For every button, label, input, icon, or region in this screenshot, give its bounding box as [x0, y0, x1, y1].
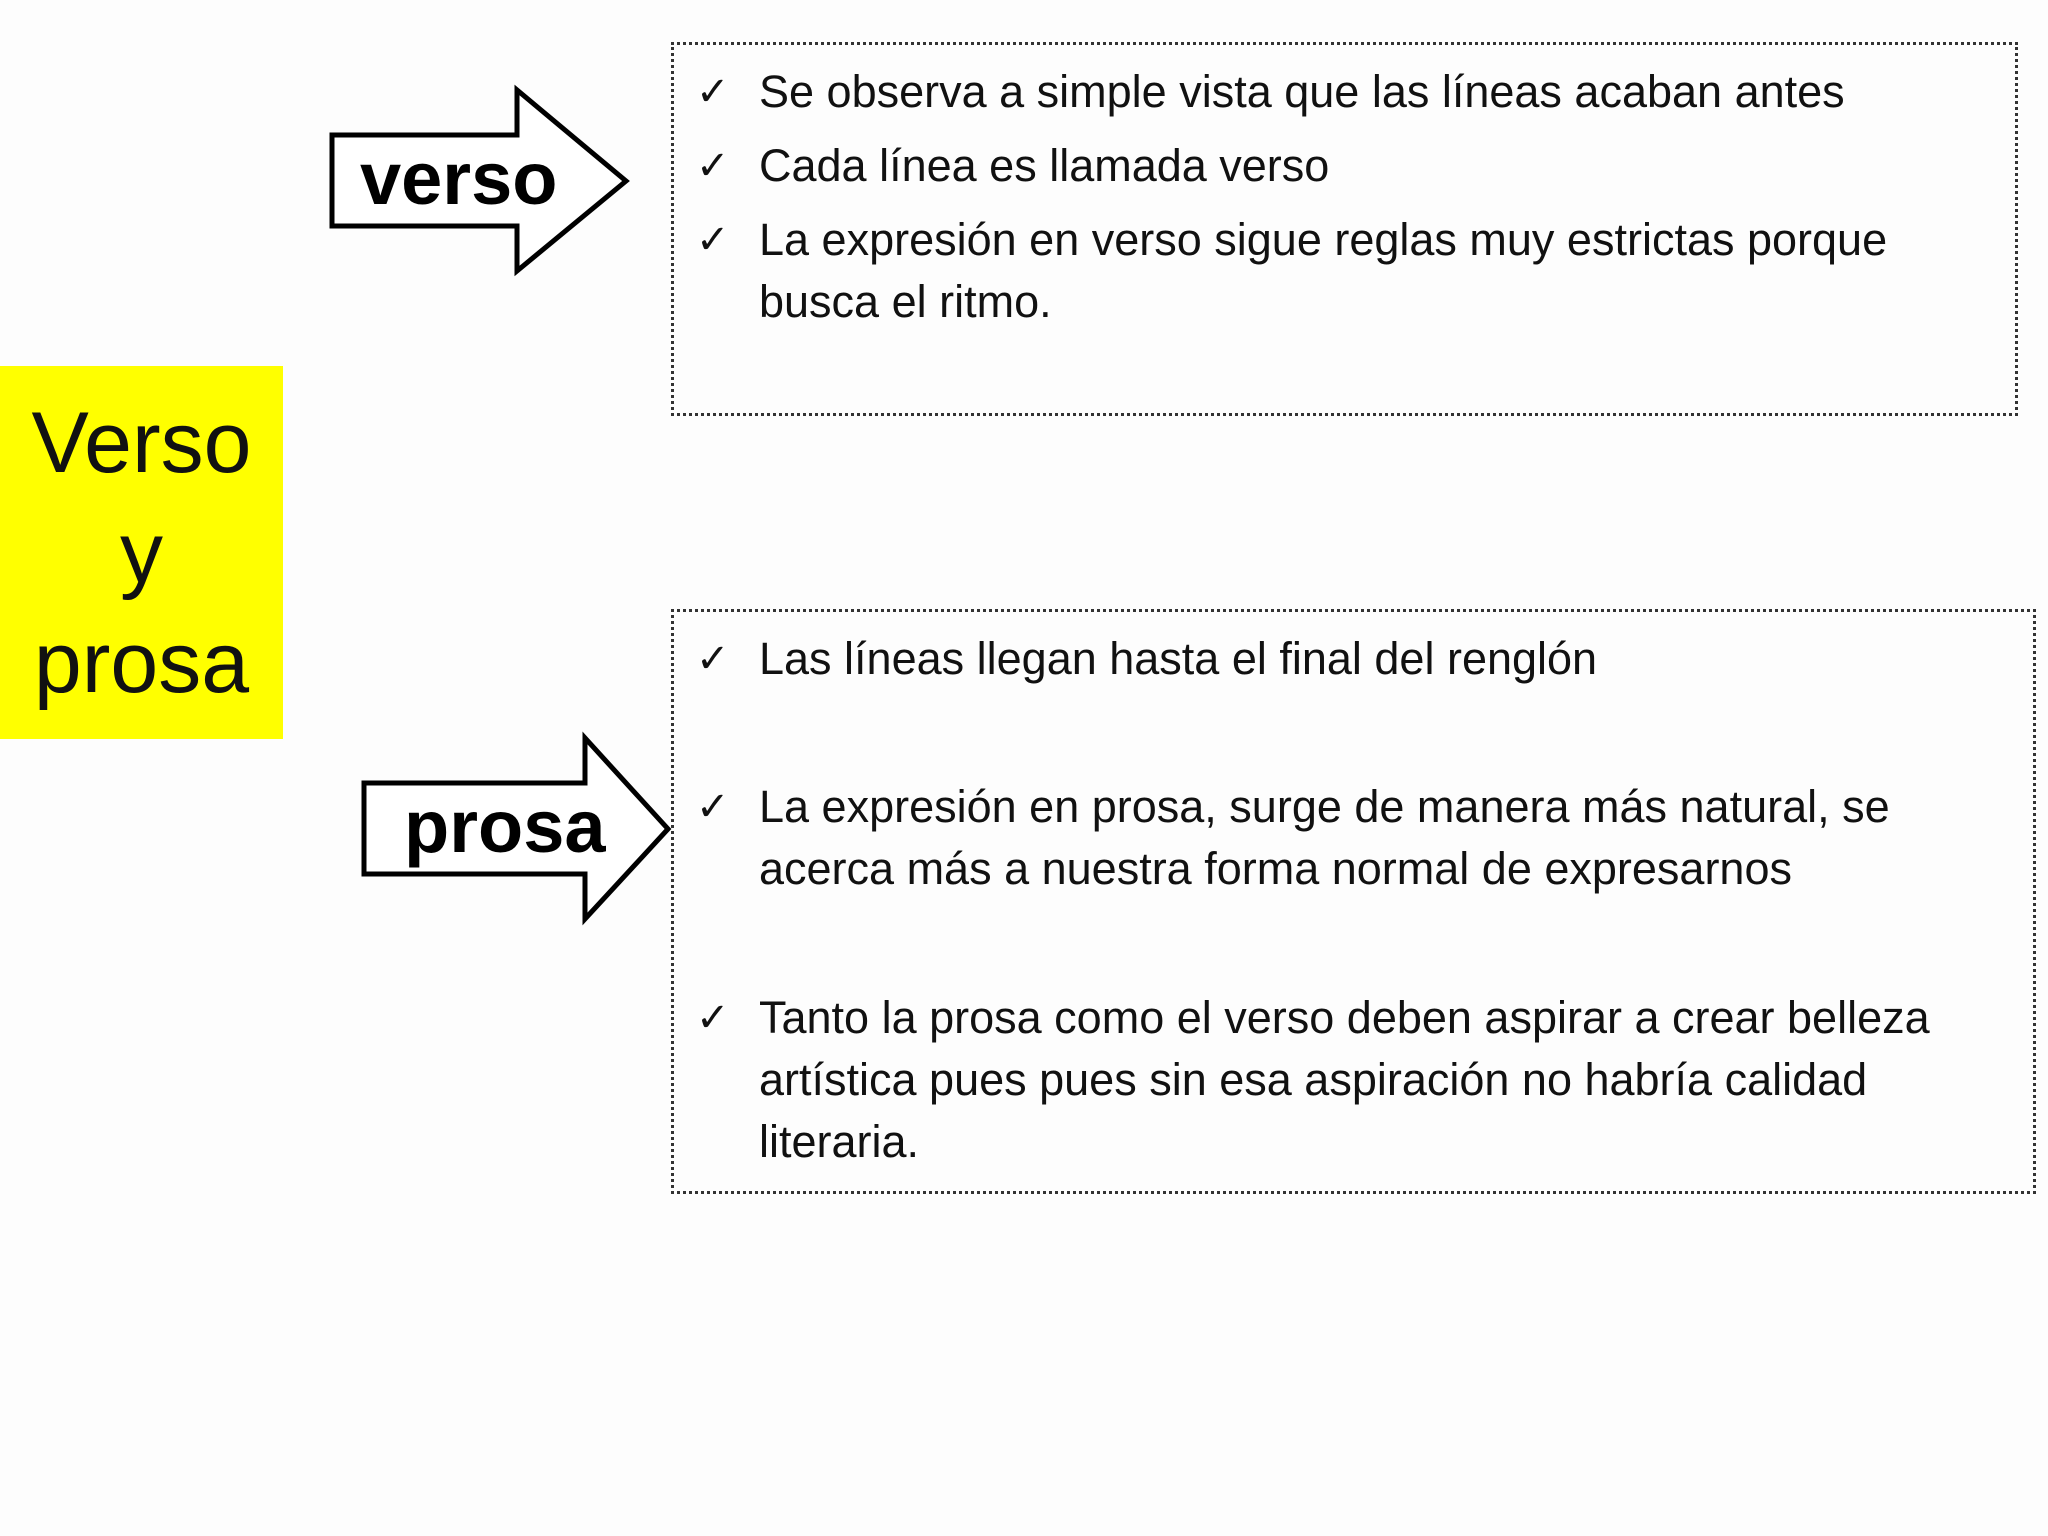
- verso-item-text: La expresión en verso sigue reglas muy estrictas porque busca el ritmo.: [759, 214, 1888, 327]
- verso-arrow-label: verso: [360, 137, 558, 220]
- check-icon: ✓: [696, 143, 730, 189]
- verso-item-text: Cada línea es llamada verso: [759, 140, 1330, 191]
- verso-item: [674, 61, 2015, 123]
- title-line-1: Verso: [31, 394, 252, 491]
- verso-box: [671, 42, 2018, 416]
- verso-item: [674, 209, 2015, 333]
- prosa-item: [674, 776, 2033, 900]
- verso-item-text: Se observa a simple vista que las líneas acaban antes: [759, 66, 1845, 117]
- prosa-item-text: Tanto la prosa como el verso deben aspirar a crear belleza artística pues pues sin esa aspiración no habría calidad literaria.: [759, 992, 1930, 1167]
- prosa-item: [674, 987, 2033, 1173]
- check-icon: ✓: [696, 636, 730, 682]
- prosa-arrow: [362, 736, 672, 922]
- title-line-3: prosa: [33, 614, 250, 711]
- prosa-item: [674, 628, 2033, 690]
- check-icon: ✓: [696, 995, 730, 1041]
- check-icon: ✓: [696, 69, 730, 115]
- verso-item: [674, 135, 2015, 197]
- prosa-box: [671, 609, 2036, 1194]
- title-box: [0, 366, 283, 739]
- check-icon: ✓: [696, 217, 730, 263]
- prosa-item-text: Las líneas llegan hasta el final del renglón: [759, 633, 1598, 684]
- title-line-2: y: [120, 504, 163, 601]
- check-icon: ✓: [696, 784, 730, 830]
- verso-arrow: [330, 88, 630, 274]
- prosa-arrow-label: prosa: [404, 785, 606, 868]
- prosa-item-text: La expresión en prosa, surge de manera más natural, se acerca más a nuestra forma normal de expresarnos: [759, 781, 1890, 894]
